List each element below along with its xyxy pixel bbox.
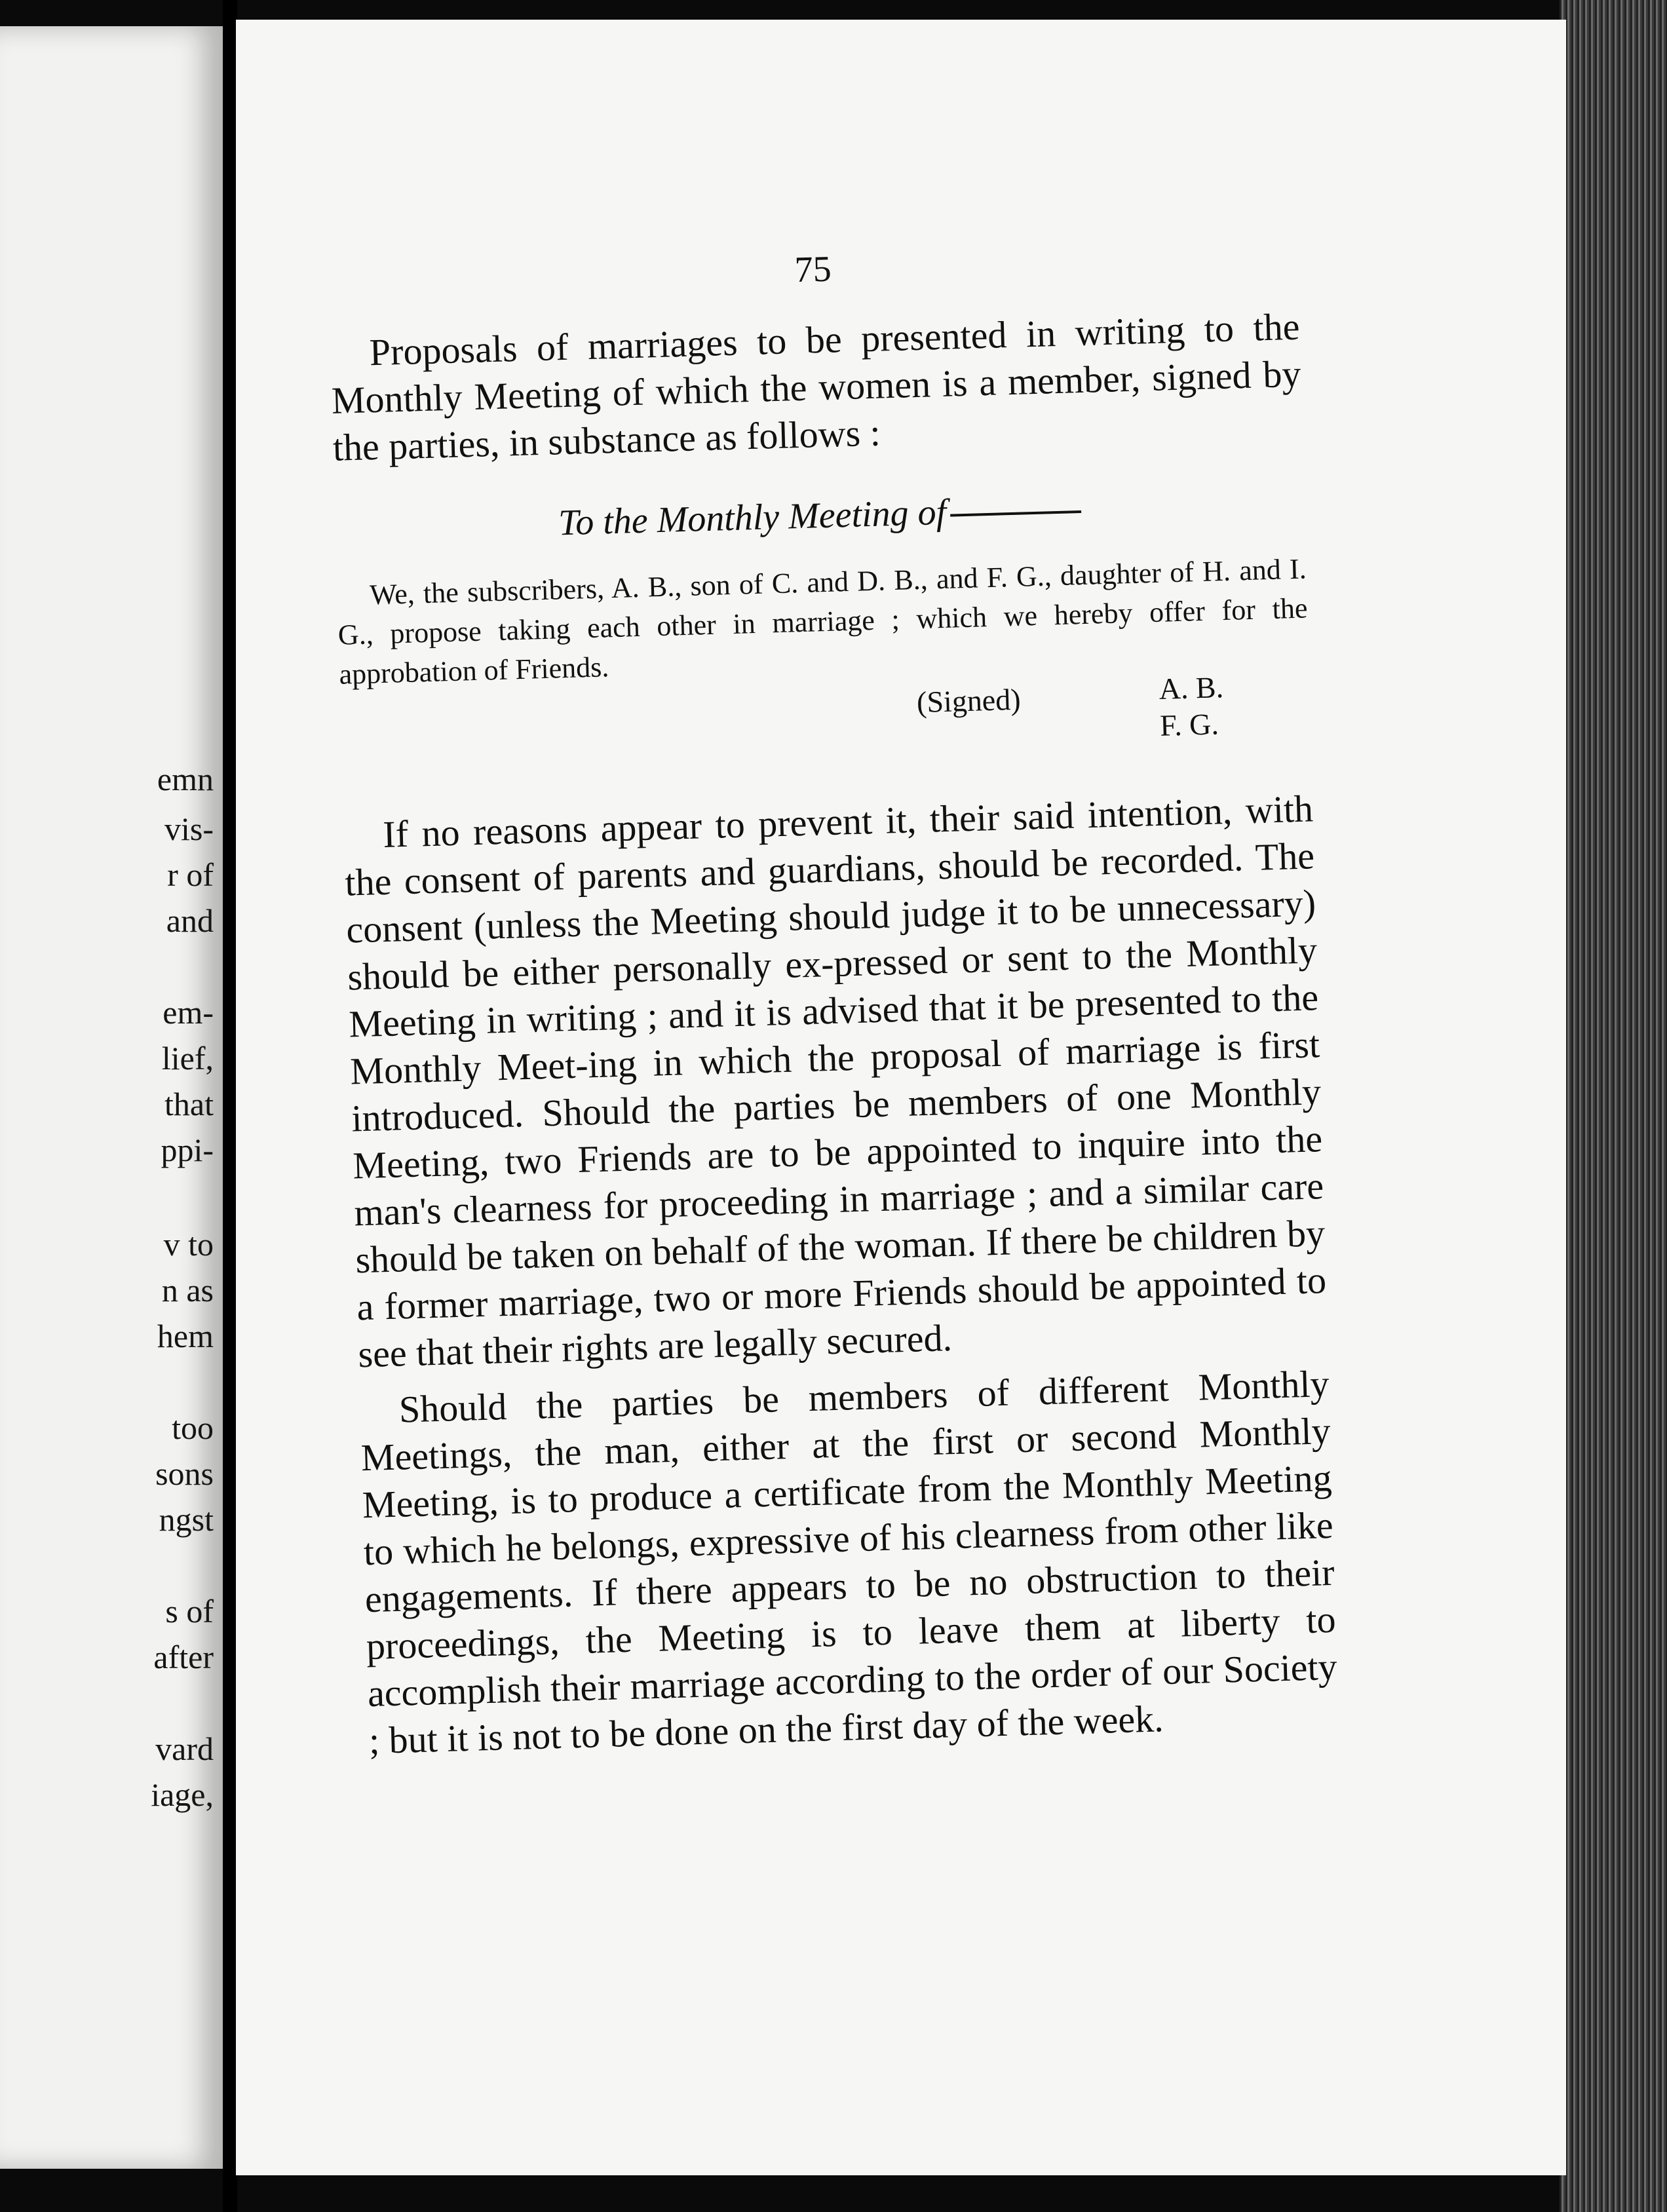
left-page-fragment: em- bbox=[163, 994, 214, 1031]
page-number: 75 bbox=[794, 248, 832, 291]
body-paragraph: Should the parties be members of different Monthly Meetings, the man, either at the first or second Monthly Meeting, is to produce a certificate from the Monthly Meeting to which he belongs, expressive of his clearness from other like engagements. If there appears to be no obstruction to their proceedings, the Meeting is to leave them at liberty to accomplish their marriage according to the order of our Society ; but it is not to be done on the first day of the week. bbox=[360, 1362, 1338, 1763]
left-page-fragment: r of bbox=[167, 856, 214, 893]
page-edges bbox=[1560, 0, 1667, 2212]
left-page-fragment: v to bbox=[163, 1226, 214, 1263]
left-page-fragment: ppi- bbox=[161, 1132, 214, 1168]
blank-rule bbox=[950, 510, 1081, 517]
signer-initials: F. G. bbox=[1159, 707, 1219, 742]
left-page-fragment: s of bbox=[165, 1593, 214, 1630]
left-page-fragment: iage, bbox=[151, 1776, 214, 1813]
signer-initials: A. B. bbox=[1158, 670, 1224, 706]
left-page-fragment: after bbox=[153, 1639, 214, 1675]
left-page-fragment: emn bbox=[157, 761, 214, 797]
left-page-fragment: ngst bbox=[159, 1501, 214, 1538]
page-content bbox=[328, 235, 1339, 1764]
left-page-fragment: vis- bbox=[164, 810, 214, 847]
left-page-fragment: that bbox=[164, 1086, 214, 1122]
form-heading bbox=[334, 482, 1305, 550]
signed-label: (Signed) bbox=[916, 682, 1022, 719]
form-text: We, the subscribers, A. B., son of C. and D. B., and F. G., daughter of H. and I. G., propose taking each other in marriage ; which we hereby offer for the approbation of Friends. bbox=[337, 552, 1309, 691]
intro-paragraph: Proposals of marriages to be presented in writing to the Monthly Meeting of which the women is a member, signed by the parties, in substance as follows : bbox=[330, 305, 1302, 469]
left-page-fragment: and bbox=[166, 902, 214, 939]
left-page-fragment: lief, bbox=[161, 1040, 214, 1077]
left-page-fragment: hem bbox=[157, 1318, 214, 1354]
book-gutter bbox=[223, 0, 237, 2212]
left-page-fragment: vard bbox=[155, 1730, 214, 1767]
form-heading-text: To the Monthly Meeting of bbox=[558, 491, 947, 544]
left-page-fragment: n as bbox=[161, 1272, 214, 1308]
left-page-fragment: sons bbox=[155, 1455, 214, 1492]
body-paragraph: If no reasons appear to prevent it, their said intention, with the consent of parents and guardians, should be recorded. The consent (unless the Meeting should judge it to be unnecessary) should be either personally ex-pressed or sent to the Monthly Meeting in writing ; and it is advised that it be presented to the Monthly Meet-ing in which the proposal of marriage is first introduced. Should the parties be members of one Monthly Meeting, two Friends are to be appointed to inquire into the man's clearness for proceeding in marriage ; and a similar care should be taken on behalf of the woman. If there be children by a former marriage, two or more Friends should be appointed to see that their rights are legally secured. bbox=[344, 787, 1327, 1376]
left-page bbox=[0, 26, 229, 2169]
left-page-fragment: too bbox=[172, 1409, 214, 1446]
